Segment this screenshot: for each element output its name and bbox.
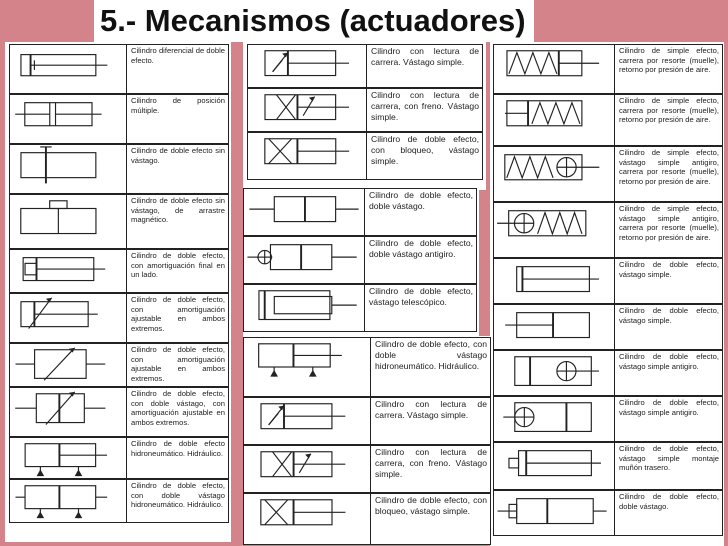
spring-cylinder-icon — [493, 95, 615, 145]
hydropneumatic-cylinder-icon — [243, 338, 371, 396]
page-title: 5.- Mecanismos (actuadores) — [94, 0, 534, 42]
list-item — [493, 94, 723, 146]
list-item — [493, 304, 723, 350]
list-item — [247, 88, 483, 132]
list-item-label: Cilindro de doble efecto, vástago telescópico. — [365, 285, 477, 331]
list-item — [493, 146, 723, 202]
list-item-label: Cilindro de doble efecto, con bloqueo, vástago simple. — [367, 133, 483, 179]
list-item — [493, 490, 723, 536]
hydropneumatic-cylinder-icon — [9, 438, 127, 478]
stroke-reading-cylinder-icon — [247, 45, 367, 87]
list-item — [9, 94, 229, 144]
spring-return-cylinder-icon — [493, 45, 615, 93]
single-rod-cylinder-2-icon — [493, 305, 615, 349]
stroke-reading-brake-cylinder-icon — [247, 89, 367, 131]
rodless-cylinder-icon — [9, 145, 127, 193]
list-item — [243, 337, 491, 397]
lock-cylinder-icon — [247, 133, 367, 179]
list-item — [9, 437, 229, 479]
anti-rotation-spring-cylinder-icon — [493, 147, 615, 201]
list-item — [9, 144, 229, 194]
list-item-label: Cilindro de simple efecto, carrera por resorte (muelle), retorno por presión de aire. — [615, 95, 723, 145]
anti-rotation-single-rod-2-icon — [493, 397, 615, 441]
list-item-label: Cilindro de doble efecto, con amortiguación ajustable en ambos extremos. — [127, 294, 229, 342]
adjustable-cushion-cylinder-icon — [9, 294, 127, 342]
multi-position-cylinder-icon — [9, 95, 127, 143]
stroke-reading-cylinder-icon — [243, 398, 371, 444]
list-item-label: Cilindro de simple efecto, vástago simple antigiro, carrera por resorte (muelle), retorno por presión de aire. — [615, 147, 723, 201]
list-item-label: Cilindro de simple efecto, vástago simple antigiro, carrera por resorte (muelle), retorno por presión de aire. — [615, 203, 723, 257]
list-item-label: Cilindro de doble efecto, con amortiguación ajustable en ambos extremos. — [127, 344, 229, 386]
list-item-label: Cilindro de doble efecto, con bloqueo, vástago simple. — [371, 494, 491, 544]
list-item — [9, 194, 229, 249]
double-rod-cylinder-2-icon — [493, 491, 615, 535]
list-item — [9, 479, 229, 523]
list-item-label: Cilindro de doble efecto, con doble vástago hidroneumático. Hidráulico. — [371, 338, 491, 396]
list-item — [9, 343, 229, 387]
anti-rotation-double-rod-icon — [243, 237, 365, 283]
list-item-label: Cilindro de doble efecto, con amortiguación final en un lado. — [127, 250, 229, 292]
list-item — [493, 396, 723, 442]
list-item-label: Cilindro de doble efecto sin vástago, de arrastre magnético. — [127, 195, 229, 248]
list-item-label: Cilindro de doble efecto, vástago simple antigiro. — [615, 397, 723, 441]
anti-rotation-single-rod-icon — [493, 351, 615, 395]
list-item-label: Cilindro de doble efecto, con doble vástago, con amortiguación ajustable en ambos extremos. — [127, 388, 229, 436]
lock-cylinder-icon — [243, 494, 371, 544]
list-item — [493, 258, 723, 304]
list-item-label: Cilindro de doble efecto, con doble vástago hidroneumático. Hidráulico. — [127, 480, 229, 522]
list-item-label: Cilindro de doble efecto hidroneumático. Hidráulico. — [127, 438, 229, 478]
list-item-label: Cilindro de posición múltiple. — [127, 95, 229, 143]
list-item — [243, 493, 491, 545]
list-item — [9, 293, 229, 343]
list-item-label: Cilindro de doble efecto sin vástago. — [127, 145, 229, 193]
list-item — [243, 445, 491, 493]
list-item-label: Cilindro de doble efecto, doble vástago. — [615, 491, 723, 535]
list-item — [9, 44, 229, 94]
list-item — [9, 249, 229, 293]
list-item — [243, 284, 477, 332]
list-item — [493, 442, 723, 490]
list-item — [243, 397, 491, 445]
list-item-label: Cilindro de simple efecto, carrera por resorte (muelle), retorno por presión de aire. — [615, 45, 723, 93]
double-acting-cylinder-icon — [9, 45, 127, 93]
stroke-reading-brake-cylinder-icon — [243, 446, 371, 492]
list-item-label: Cilindro de doble efecto, doble vástago antigiro. — [365, 237, 477, 283]
list-item — [493, 202, 723, 258]
list-item — [493, 44, 723, 94]
list-item-label: Cilindro con lectura de carrera, con freno. Vástago simple. — [367, 89, 483, 131]
double-rod-cylinder-icon — [243, 189, 365, 235]
telescopic-cylinder-icon — [243, 285, 365, 331]
list-item — [247, 44, 483, 88]
anti-rotation-spring-cylinder-2-icon — [493, 203, 615, 257]
list-item-label: Cilindro con lectura de carrera, con freno. Vástago simple. — [371, 446, 491, 492]
list-item-label: Cilindro con lectura de carrera. Vástago simple. — [367, 45, 483, 87]
list-item — [243, 236, 477, 284]
list-item-label: Cilindro de doble efecto, vástago simple antigiro. — [615, 351, 723, 395]
list-item-label: Cilindro de doble efecto, vástago simple. — [615, 305, 723, 349]
list-item-label: Cilindro de doble efecto, doble vástago. — [365, 189, 477, 235]
rear-trunnion-cylinder-icon — [493, 443, 615, 489]
list-item-label: Cilindro diferencial de doble efecto. — [127, 45, 229, 93]
hydropneumatic-rod-cylinder-icon — [9, 480, 127, 522]
list-item — [493, 350, 723, 396]
list-item — [9, 387, 229, 437]
end-cushion-cylinder-icon — [9, 250, 127, 292]
list-item-label: Cilindro de doble efecto, vástago simple. — [615, 259, 723, 303]
double-rod-adjustable-cushion-icon — [9, 388, 127, 436]
list-item — [247, 132, 483, 180]
list-item — [243, 188, 477, 236]
magnetic-rodless-cylinder-icon — [9, 195, 127, 248]
list-item-label: Cilindro con lectura de carrera. Vástago simple. — [371, 398, 491, 444]
list-item-label: Cilindro de doble efecto, vástago simple montaje muñón trasero. — [615, 443, 723, 489]
through-rod-adjustable-cushion-icon — [9, 344, 127, 386]
single-rod-cylinder-icon — [493, 259, 615, 303]
